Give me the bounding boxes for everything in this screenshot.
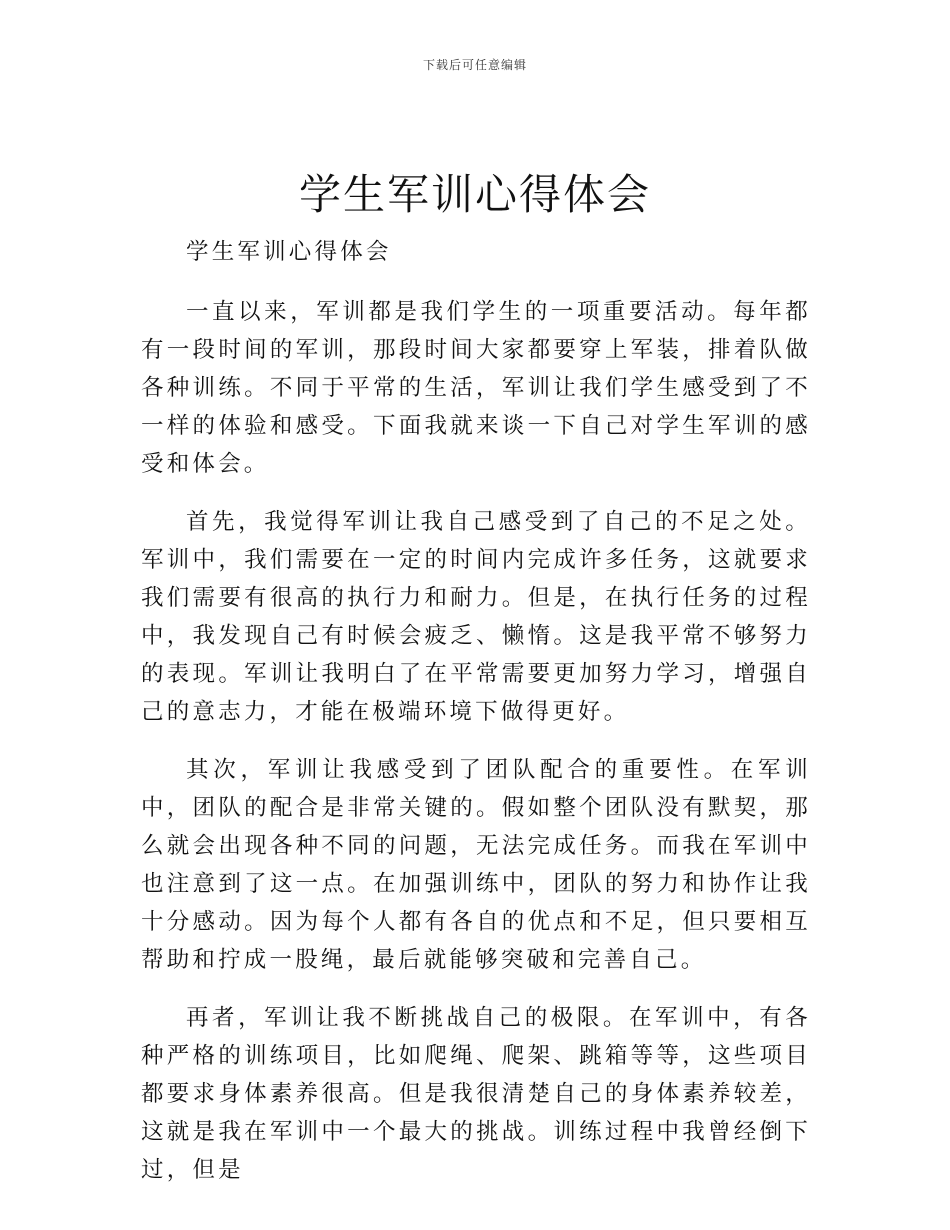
paragraph-4: 再者，军训让我不断挑战自己的极限。在军训中，有各种严格的训练项目，比如爬绳、爬架、跳箱等等，这些项目都要求身体素养很高。但是我很清楚自己的身体素养较差，这就是我在军训中一个最大的挑战。训练过程中我曾经倒下过，但是 <box>141 1005 811 1183</box>
paragraph-1: 一直以来，军训都是我们学生的一项重要活动。每年都有一段时间的军训，那段时间大家都要穿上军装，排着队做各种训练。不同于平常的生活，军训让我们学生感受到了不一样的体验和感受。下面我就来谈一下自己对学生军训的感受和体会。 <box>141 299 811 477</box>
header-note: 下载后可任意编辑 <box>422 58 527 72</box>
paragraph-2: 首先，我觉得军训让我自己感受到了自己的不足之处。军训中，我们需要在一定的时间内完成许多任务，这就要求我们需要有很高的执行力和耐力。但是，在执行任务的过程中，我发现自己有时候会疲乏、懒惰。这是我平常不够努力的表现。军训让我明白了在平常需要更加努力学习，增强自己的意志力，才能在极端环境下做得更好。 <box>141 509 811 725</box>
paragraph-3: 其次，军训让我感受到了团队配合的重要性。在军训中，团队的配合是非常关键的。假如整个团队没有默契，那么就会出现各种不同的问题，无法完成任务。而我在军训中也注意到了这一点。在加强训练中，团队的努力和协作让我十分感动。因为每个人都有各自的优点和不足，但只要相互帮助和拧成一股绳，最后就能够突破和完善自己。 <box>141 757 811 973</box>
document-body <box>141 233 811 1209</box>
document-subtitle: 学生军训心得体会 <box>186 239 392 265</box>
document-title: 学生军训心得体会 <box>298 170 651 219</box>
